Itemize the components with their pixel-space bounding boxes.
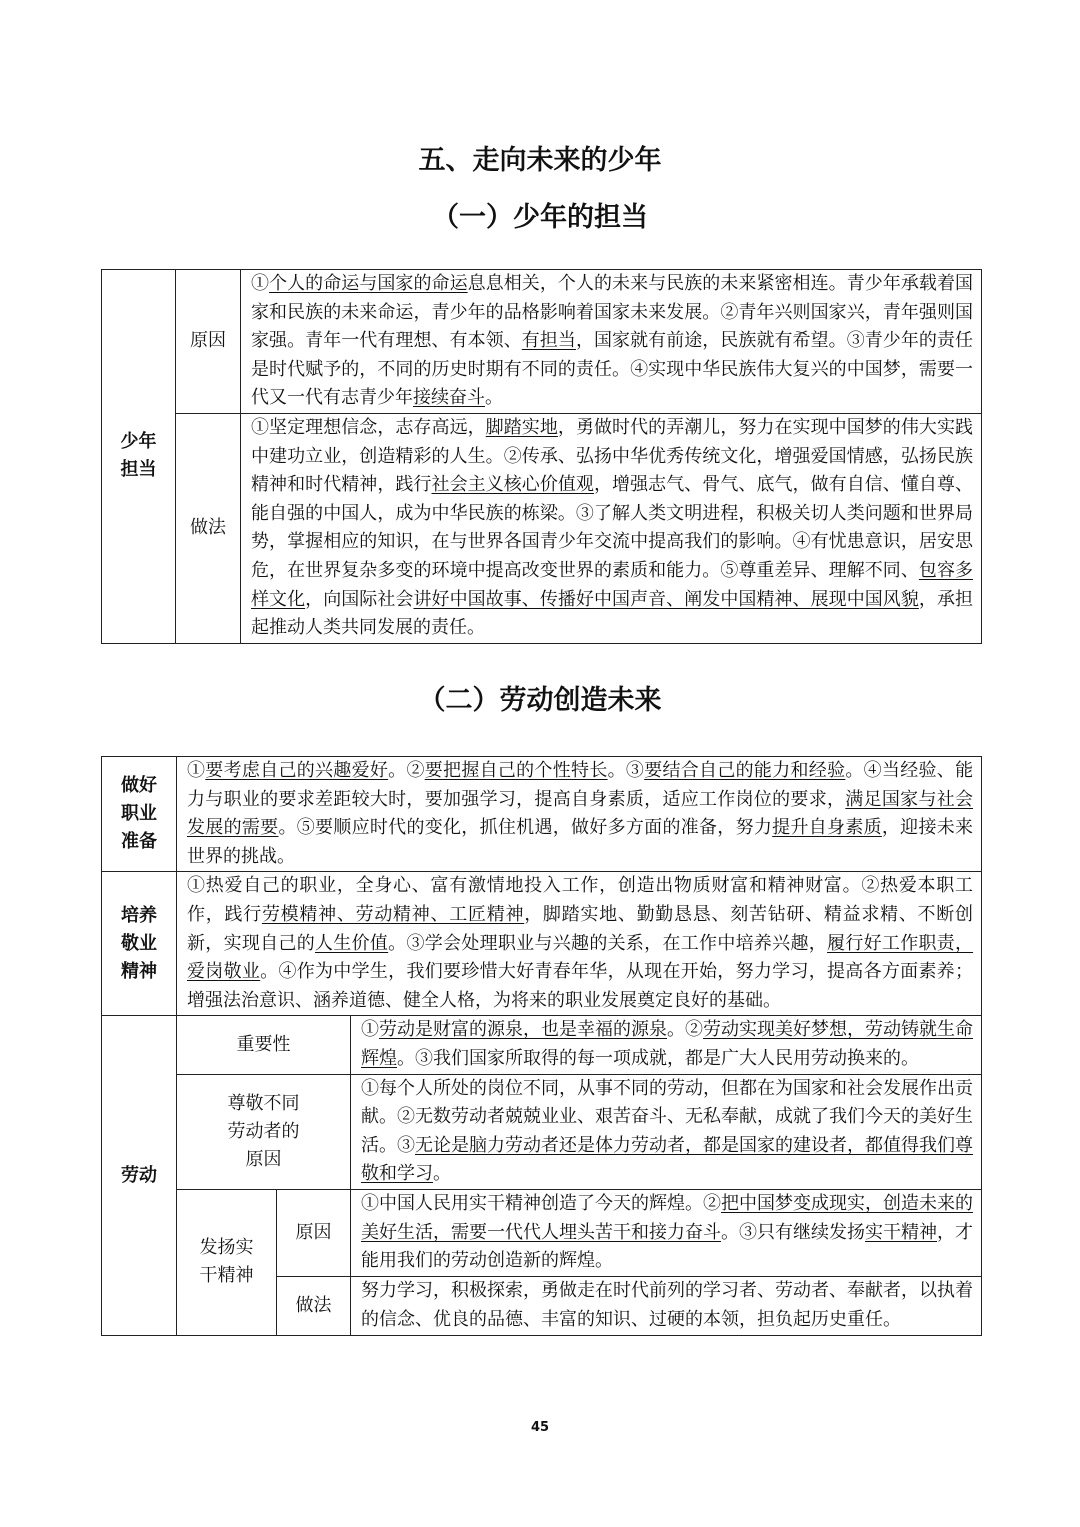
text-segment: 。③我们国家所取得的每一项成就，都是广大人民用劳动换来的。 [397, 1047, 919, 1069]
text-segment: ① [187, 760, 206, 781]
row-label: 做法 [190, 517, 226, 539]
row-label-cell [177, 1016, 351, 1074]
key-phrase: 满足国家与社会发展的需要 [187, 788, 974, 839]
key-phrase: 劳动实现美好梦想，劳动铸就生命辉煌 [361, 1019, 974, 1069]
text-segment: 。④当经验、能力与职业的要求差距较大时，要加强学习，提高自身素质，适应工作岗位的要求， [187, 760, 974, 810]
row-label: 发扬实干精神 [199, 1237, 254, 1287]
content-paragraph [177, 872, 981, 1015]
sub-label-cell [277, 1276, 351, 1335]
category-label: 做好职业准备 [121, 775, 157, 853]
table-labor-creates-future [101, 756, 982, 1336]
text-segment: ，才能用我们的劳动创造新的辉煌。 [361, 1221, 974, 1272]
content-paragraph [177, 757, 981, 871]
text-segment: ① [251, 273, 270, 294]
text-segment: ，国家就有前途，民族就有希望。③青少年的责任是时代赋予的，不同的历史时期有不同的责任。④实现中华民族伟大复兴的中国梦，需要一代又一代有志青少年 [251, 330, 974, 409]
content-cell [241, 413, 982, 643]
row-label-cell [176, 413, 241, 643]
key-phrase: 接续奋斗 [413, 387, 485, 409]
page-number: 45 [530, 1420, 550, 1435]
sub-label: 做法 [295, 1294, 332, 1316]
category-cell [102, 872, 177, 1016]
section-title-labor: （二）劳动创造未来 [418, 685, 662, 716]
category-label: 劳动 [121, 1164, 157, 1186]
row-label: 重要性 [236, 1033, 291, 1055]
text-segment: 。 [485, 387, 503, 409]
text-segment: 。② [667, 1019, 704, 1041]
content-paragraph [351, 1277, 981, 1334]
key-phrase: 人生价值 [315, 932, 389, 954]
category-label: 少年担当 [120, 431, 157, 481]
key-phrase: 讲好中国故事、传播好中国声音、阐发中国精神、展现中国风貌 [413, 588, 919, 610]
table-row [102, 1189, 982, 1276]
key-phrase: 脚踏实地 [485, 416, 558, 438]
row-label-cell [176, 270, 241, 414]
section-title-responsibility: （一）少年的担当 [432, 202, 648, 233]
text-segment: ，勇做时代的弄潮儿，努力在实现中国梦的伟大实践中建功立业，创造精彩的人生。②传承、弘扬中华优秀传统文化，增强爱国情感，弘扬民族精神和时代精神，践行 [251, 416, 974, 496]
table-row [102, 757, 982, 872]
content-cell [177, 872, 982, 1016]
content-cell [351, 1074, 982, 1189]
key-phrase: 社会主义核心价值观 [431, 474, 594, 496]
text-segment: ① [361, 1019, 380, 1041]
text-segment: 。③学会处理职业与兴趣的关系，在工作中培养兴趣， [388, 932, 828, 954]
key-phrase: 无论是脑力劳动者还是体力劳动者，都是国家的建设者，都值得我们尊敬和学习 [361, 1134, 974, 1185]
key-phrase: 要考虑自己的兴趣爱好 [205, 760, 389, 781]
row-label-cell [177, 1074, 351, 1189]
content-paragraph [241, 270, 981, 413]
table-row [102, 1074, 982, 1189]
text-segment: ①中国人民用实干精神创造了今天的辉煌。② [361, 1192, 722, 1214]
text-segment: ①坚定理想信念，志存高远， [251, 416, 486, 438]
key-phrase: 个人的命运与国家的命运 [269, 273, 468, 294]
category-cell [102, 1016, 177, 1335]
category-cell [102, 270, 176, 644]
text-segment: 。⑤要顺应时代的变化，抓住机遇，做好多方面的准备，努力 [278, 817, 773, 839]
content-paragraph [351, 1075, 981, 1189]
key-phrase: 要结合自己的能力和经验 [644, 760, 846, 781]
key-phrase: 履行好工作职责，爱岗敬业 [187, 932, 974, 983]
key-phrase: 把中国梦变成现实，创造未来的美好生活，需要一代代人埋头苦干和接力奋斗 [361, 1192, 974, 1243]
row-label: 原因 [190, 330, 226, 352]
page-title: 五、走向未来的少年 [418, 145, 662, 176]
content-paragraph [351, 1190, 981, 1276]
text-segment: ，增强志气、骨气、底气，做有自信、懂自尊、能自强的中国人，成为中华民族的栋梁。③了解人类文明进程，积极关切人类问题和世界局势，掌握相应的知识，在与世界各国青少年交流中提高我们的影响。④有忧患意识，居安思危，在世界复杂多变的环境中提高改变世界的素质和能力。⑤尊重差异、理解不同、 [251, 474, 974, 581]
text-segment: 。③只有继续发扬 [721, 1221, 866, 1243]
text-segment: ，承担起推动人类共同发展的责任。 [251, 588, 974, 639]
key-phrase: 实干精神 [865, 1221, 938, 1243]
content-paragraph [351, 1016, 981, 1073]
row-label: 尊敬不同劳动者的原因 [227, 1092, 300, 1170]
sub-label-cell [277, 1189, 351, 1276]
key-phrase: 有担当 [521, 330, 576, 352]
category-cell [102, 757, 177, 872]
key-phrase: 劳动是财富的源泉，也是幸福的源泉 [379, 1019, 668, 1041]
content-cell [351, 1189, 982, 1276]
text-segment: 息息相关，个人的未来与民族的未来紧密相连。青少年承载着国家和民族的未来命运，青少年的品格影响着国家未来发展。②青年兴则国家兴，青年强则国家强。青年一代有理想、有本领、 [251, 273, 974, 352]
table-row [102, 872, 982, 1016]
key-phrase: 劳模精神、劳动精神、工匠精神 [261, 903, 525, 925]
content-cell [177, 757, 982, 872]
text-segment: 。② [388, 760, 425, 781]
text-segment: 。 [433, 1163, 451, 1185]
key-phrase: 包容多样文化 [251, 559, 974, 610]
text-segment: 。③ [607, 760, 645, 781]
sub-label: 原因 [295, 1221, 332, 1243]
table-row [102, 413, 982, 643]
content-cell [351, 1016, 982, 1074]
content-cell [241, 270, 982, 414]
content-paragraph [241, 414, 981, 643]
content-cell [351, 1276, 982, 1335]
text-segment: ①热爱自己的职业，全身心、富有激情地投入工作，创造出物质财富和精神财富。②热爱本职工作，践行 [187, 875, 974, 925]
text-segment: ①每个人所处的岗位不同，从事不同的劳动，但都在为国家和社会发展作出贡献。②无数劳动者兢兢业业、艰苦奋斗、无私奉献，成就了我们今天的美好生活。③ [361, 1077, 974, 1156]
key-phrase: 提升自身素质 [772, 817, 882, 839]
table-youth-responsibility [101, 269, 982, 644]
category-label: 培养敬业精神 [121, 904, 157, 982]
table-row [102, 270, 982, 414]
key-phrase: 要把握自己的个性特长 [424, 760, 608, 781]
row-label-cell [177, 1189, 277, 1335]
text-segment: ，脚踏实地、勤勤恳恳、刻苦钻研、精益求精、不断创新，实现自己的 [187, 903, 974, 954]
text-segment: 。④作为中学生，我们要珍惜大好青春年华，从现在开始，努力学习，提高各方面素养；增强法治意识、涵养道德、健全人格，为将来的职业发展奠定良好的基础。 [187, 961, 974, 1011]
text-segment: ，向国际社会 [305, 588, 414, 610]
text-segment: 努力学习，积极探索，勇做走在时代前列的学习者、劳动者、奉献者，以执着的信念、优良的品德、丰富的知识、过硬的本领，担负起历史重任。 [361, 1280, 974, 1330]
text-segment: ，迎接未来世界的挑战。 [187, 817, 974, 867]
table-row [102, 1016, 982, 1074]
